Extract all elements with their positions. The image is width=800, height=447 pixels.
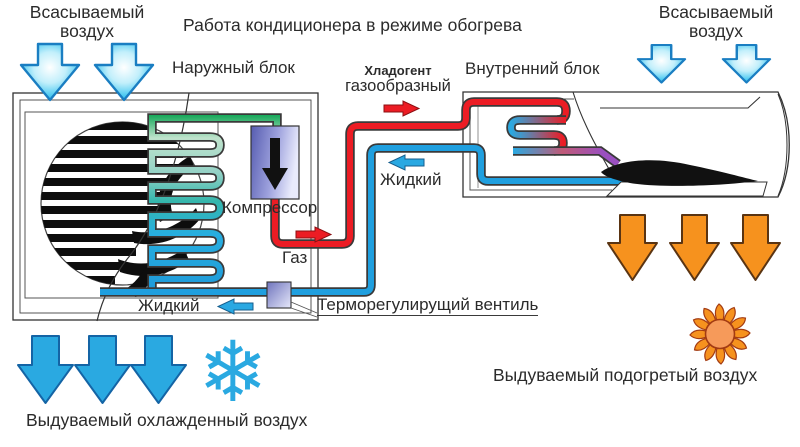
hot-outflow-arrow-icon (731, 215, 780, 280)
liquid-flow-arrow-icon (389, 155, 424, 170)
intake-arrow-icon (21, 44, 79, 100)
gas-label: Газ (282, 248, 308, 267)
refrigerant-label: Хладогент газообразный (345, 63, 451, 95)
hot-outflow-arrow-icon (608, 215, 657, 280)
sun-icon (690, 304, 750, 364)
cold-outflow-label: Выдуваемый охлажденный воздух (26, 410, 308, 430)
valve-label: Терморегулирущий вентиль (317, 295, 539, 314)
compressor (251, 126, 299, 199)
page-title: Работа кондиционера в режиме обогрева (183, 15, 522, 35)
intake-air-label-right: Всасываемый воздух (658, 2, 774, 41)
cold-outflow-arrow-icon (131, 336, 186, 403)
compressor-label: Компрессор (222, 198, 318, 217)
outdoor-unit-label: Наружный блок (172, 58, 295, 77)
intake-arrow-icon (95, 44, 153, 100)
refrigerant-flow-arrow-icon (384, 101, 419, 116)
indoor-unit-label: Внутренний блок (465, 59, 600, 78)
cold-outflow-arrow-icon (75, 336, 130, 403)
liquid-label-bottom: Жидкий (138, 296, 200, 315)
hot-outflow-label: Выдуваемый подогретый воздух (493, 365, 758, 385)
hot-outflow-arrow-icon (670, 215, 719, 280)
snowflake-icon: ❄ (197, 323, 269, 421)
intake-air-label-left: Всасываемый воздух (29, 2, 145, 41)
intake-arrow-icon (723, 45, 770, 83)
cold-outflow-arrow-icon (18, 336, 73, 403)
liquid-label-mid: Жидкий (380, 170, 442, 189)
intake-arrow-icon (638, 45, 685, 83)
